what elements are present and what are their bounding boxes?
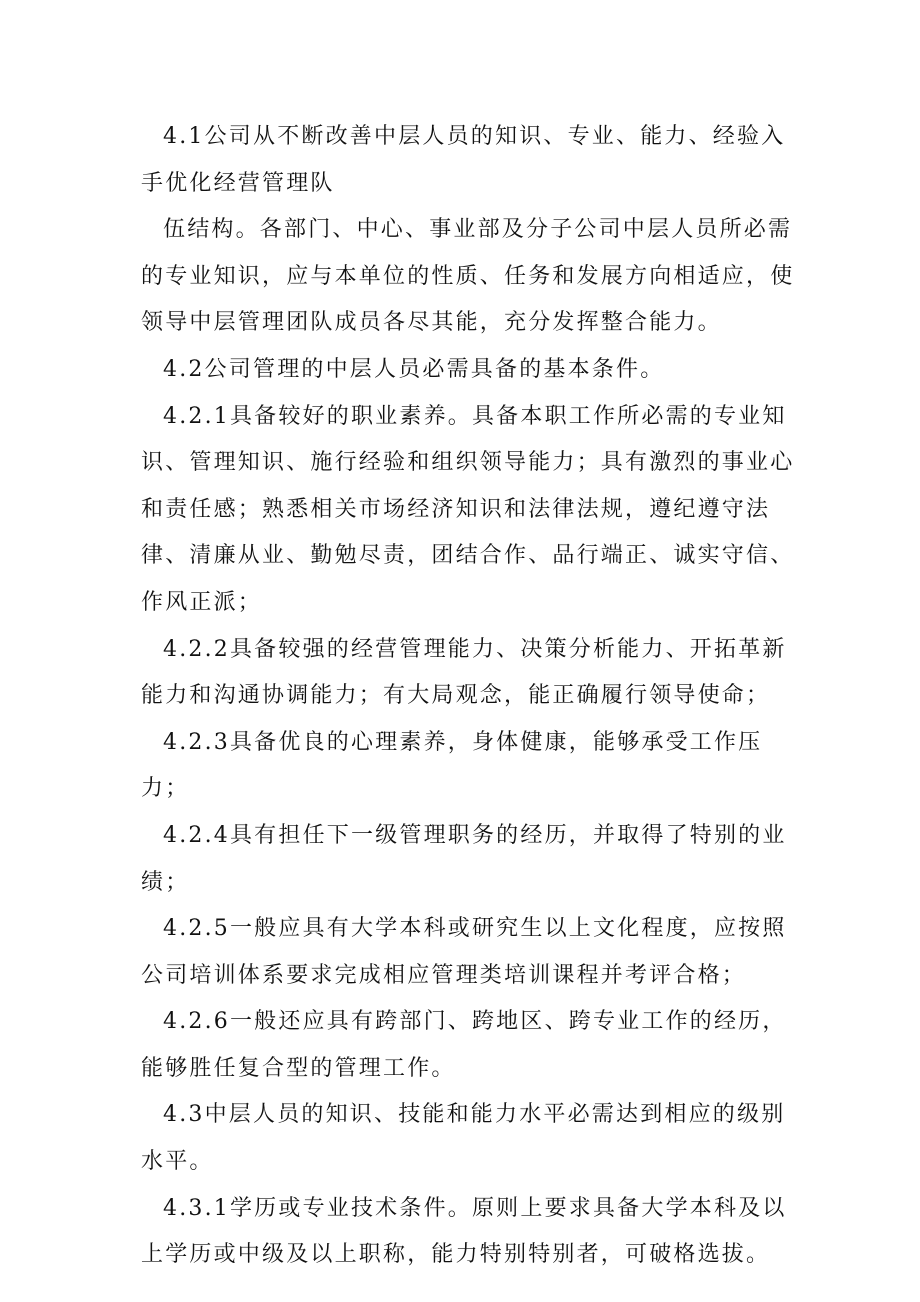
paragraph-4-3: 4.3中层人员的知识、技能和能力水平必需达到相应的级别水平。 [141, 1102, 786, 1175]
paragraph-4-2-1: 4.2.1具备较好的职业素养。具备本职工作所必需的专业知识、管理知识、施行经验和组织领导能力；具有激烈的事业心和责任感；熟悉相关市场经济知识和法律法规，遵纪遵守法律、清廉从业、勤勉尽责，团结合作、品行端正、诚实守信、作风正派； [141, 403, 795, 615]
paragraph-4-2-2: 4.2.2具备较强的经营管理能力、决策分析能力、开拓革新能力和沟通协调能力；有大局观念，能正确履行领导使命； [141, 636, 787, 709]
paragraph-4-2-6: 4.2.6一般还应具有跨部门、跨地区、跨专业工作的经历，能够胜任复合型的管理工作。 [141, 1009, 787, 1081]
paragraph-4-2: 4.2公司管理的中层人员必需具备的基本条件。 [163, 356, 665, 382]
paragraph-4-1-continued: 伍结构。各部门、中心、事业部及分子公司中层人员所必需的专业知识，应与本单位的性质、任务和发展方向相适应，使领导中层管理团队成员各尽其能，充分发挥整合能力。 [141, 217, 795, 336]
document-body [141, 114, 801, 1279]
paragraph-4-3-1: 4.3.1学历或专业技术条件。原则上要求具备大学本科及以上学历或中级及以上职称，能力特别特别者，可破格选拔。 [141, 1195, 787, 1268]
paragraph-4-2-4: 4.2.4具有担任下一级管理职务的经历，并取得了特别的业绩； [141, 822, 787, 895]
paragraph-4-2-3: 4.2.3具备优良的心理素养，身体健康，能够承受工作压力； [141, 729, 763, 802]
paragraph-4-1: 4.1公司从不断改善中层人员的知识、专业、能力、经验入手优化经营管理队 [141, 124, 786, 196]
paragraph-4-2-5: 4.2.5一般应具有大学本科或研究生以上文化程度，应按照公司培训体系要求完成相应管理类培训课程并考评合格； [141, 916, 787, 988]
